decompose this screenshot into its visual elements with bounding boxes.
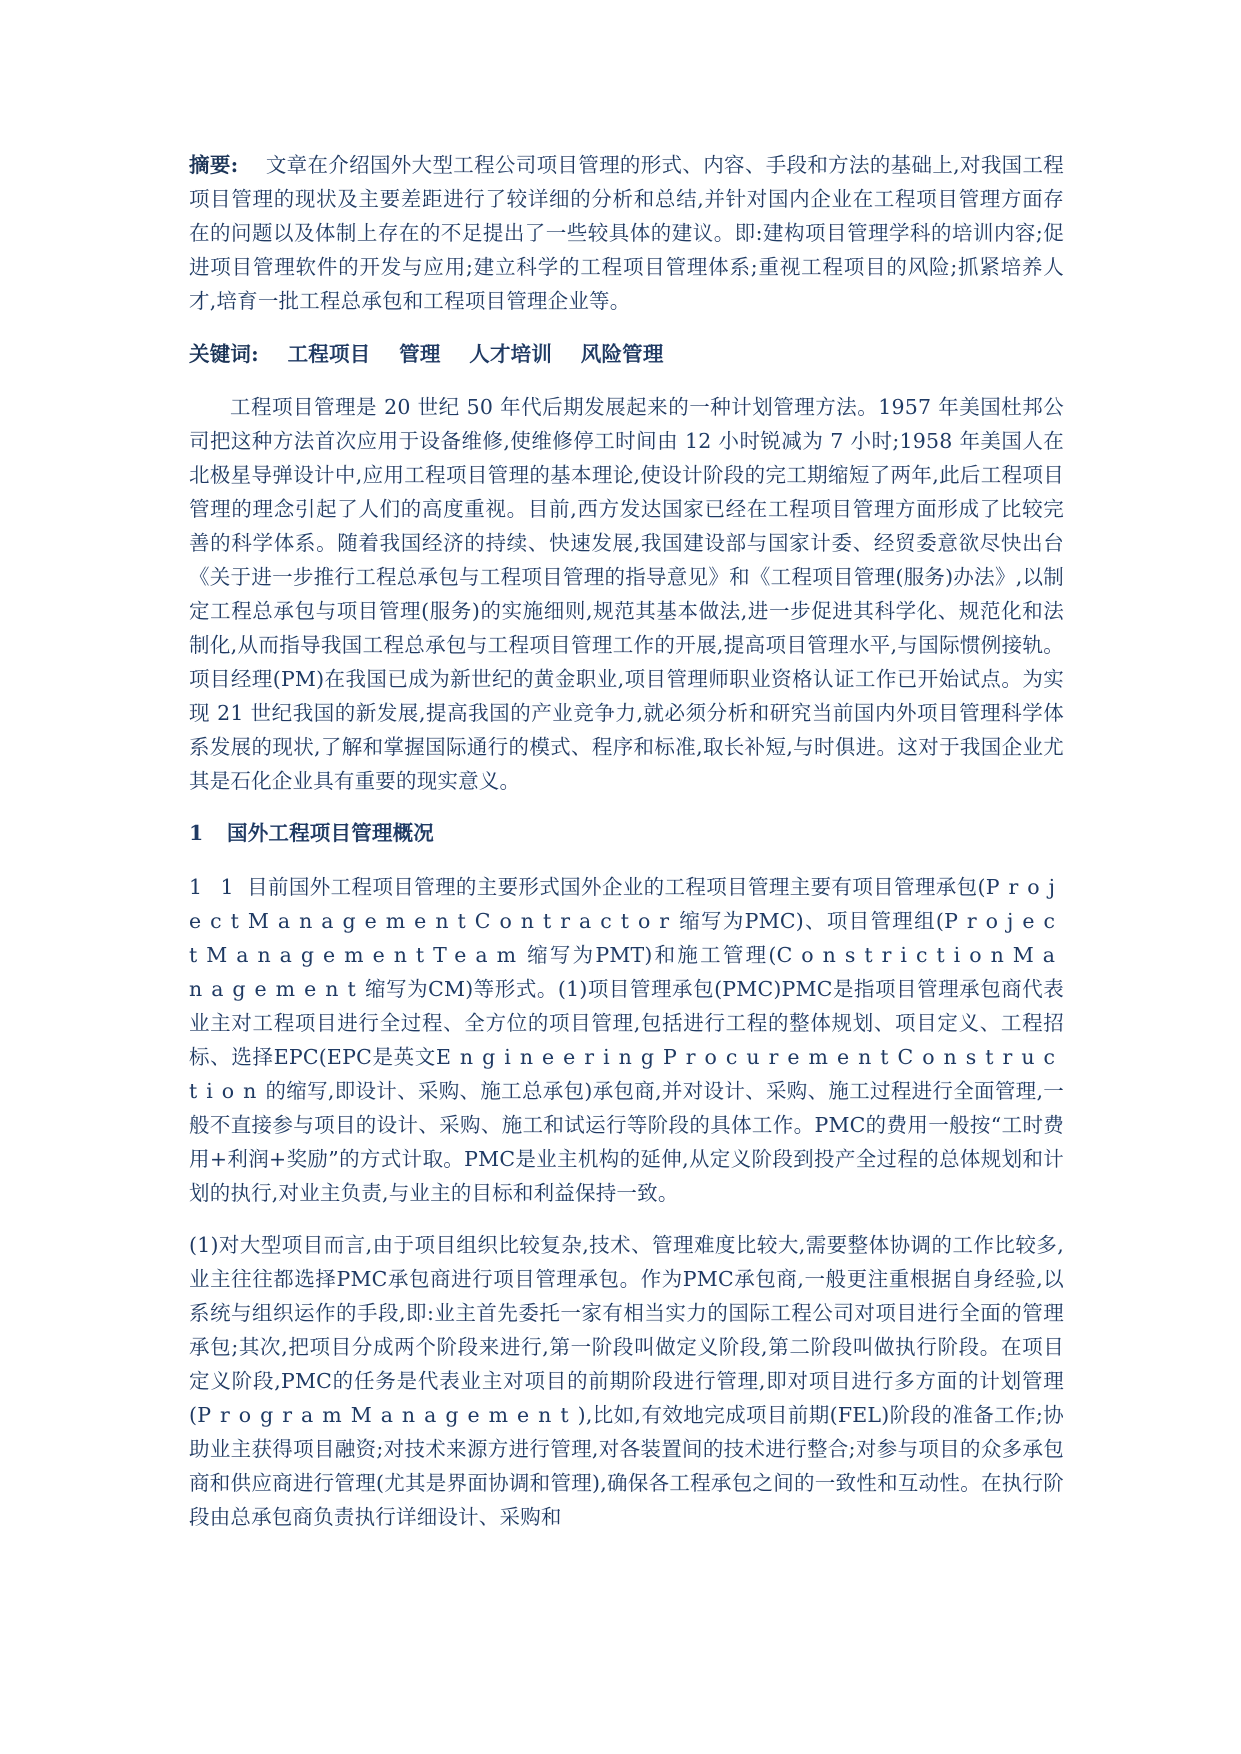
abstract-label: 摘要:	[189, 153, 239, 177]
abstract-paragraph	[189, 148, 1064, 318]
keyword-item: 管理	[399, 342, 441, 366]
subsection-text: 缩写为PMT)和施工管理(	[525, 943, 777, 967]
subsection-number: 1 1	[189, 875, 240, 899]
pmc-text: (1)对大型项目而言,由于项目组织比较复杂,技术、管理难度比较大,需要整体协调的工作比较多,业主往往都选择PMC承包商进行项目管理承包。作为PMC承包商,一般更注重根据自身经验,以系统与组织运作的手段,即:业主首先委托一家有相当实力的国际工程公司对项目进行全面的管理承包;其次,把项目分成两个阶段来进行,第一阶段叫做定义阶段,第二阶段叫做执行阶段。在项目定义阶段,PMC的任务是代表业主对项目的前期阶段进行管理,即对项目进行多方面的计划管理(	[189, 1233, 1064, 1427]
keyword-item: 人才培训	[469, 342, 553, 366]
intro-paragraph: 工程项目管理是 20 世纪 50 年代后期发展起来的一种计划管理方法。1957 年美国杜邦公司把这种方法首次应用于设备维修,使维修停工时间由 12 小时锐减为 7 小时;1958 年美国人在北极星导弹设计中,应用工程项目管理的基本理论,使设计阶段的完工期缩短了两年,此后工程项目管理的理念引起了人们的高度重视。目前,西方发达国家已经在工程项目管理方面形成了比较完善的科学体系。随着我国经济的持续、快速发展,我国建设部与国家计委、经贸委意欲尽快出台《关于进一步推行工程总承包与工程项目管理的指导意见》和《工程项目管理(服务)办法》,以制定工程总承包与项目管理(服务)的实施细则,规范其基本做法,进一步促进其科学化、规范化和法制化,从而指导我国工程总承包与工程项目管理工作的开展,提高项目管理水平,与国际惯例接轨。项目经理(PM)在我国已成为新世纪的黄金职业,项目管理师职业资格认证工作已开始试点。为实现 21 世纪我国的新发展,提高我国的产业竞争力,就必须分析和研究当前国内外项目管理科学体系发展的现状,了解和掌握国际通行的模式、程序和标准,取长补短,与时俱进。这对于我国企业尤其是石化企业具有重要的现实意义。	[189, 395, 1064, 793]
keywords-label: 关键词:	[189, 342, 259, 366]
term-program-management: ProgramManagement	[197, 1403, 578, 1427]
section-number: 1	[189, 821, 204, 845]
abstract-text: 文章在介绍国外大型工程公司项目管理的形式、内容、手段和方法的基础上,对我国工程项目管理的现状及主要差距进行了较详细的分析和总结,并针对国内企业在工程项目管理方面存在的问题以及体制上存在的不足提出了一些较具体的建议。即:建构项目管理学科的培训内容;促进项目管理软件的开发与应用;建立科学的工程项目管理体系;重视工程项目的风险;抓紧培养人才,培育一批工程总承包和工程项目管理企业等。	[189, 153, 1064, 313]
subsection-text: 的缩写,即设计、采购、施工总承包)承包商,并对设计、采购、施工过程进行全面管理,一般不直接参与项目的设计、采购、施工和试运行等阶段的具体工作。PMC的费用一般按“工时费用+利润+奖励”的方式计取。PMC是业主机构的延伸,从定义阶段到投产全过程的总体规划和计划的执行,对业主负责,与业主的目标和利益保持一致。	[189, 1079, 1065, 1205]
term-pmc: ProjectManagementContractor	[189, 875, 1064, 933]
document-body	[189, 148, 1064, 1534]
keyword-item: 风险管理	[580, 342, 664, 366]
section-heading	[189, 816, 1064, 850]
subsection-text: 目前国外工程项目管理的主要形式国外企业的工程项目管理主要有项目管理承包(	[247, 875, 986, 899]
pmc-paragraph	[189, 1228, 1064, 1534]
subsection-text: 缩写为CM)等形式。(1)项目管理承包(PMC)PMC是指项目管理承包商代表业主对工程项目进行全过程、全方位的项目管理,包括进行工程的整体规划、项目定义、工程招标、选择EPC(EPC是英文	[189, 977, 1064, 1069]
subsection-paragraph	[189, 870, 1064, 1210]
subsection-text: 缩写为PMC)、项目管理组(	[678, 909, 945, 933]
keywords-line	[189, 337, 1064, 371]
term-cm: ConstrictionManagement	[189, 943, 1064, 1001]
term-epc: EngineeringProcurementConstruction	[189, 1045, 1064, 1103]
section-title: 国外工程项目管理概况	[227, 821, 434, 845]
term-pmt: ProjectManagementTeam	[189, 909, 1064, 967]
keyword-item: 工程项目	[287, 342, 371, 366]
pmc-text: ),比如,有效地完成项目前期(FEL)阶段的准备工作;协助业主获得项目融资;对技术来源方进行管理,对各装置间的技术进行整合;对参与项目的众多承包商和供应商进行管理(尤其是界面协调和管理),确保各工程承包之间的一致性和互动性。在执行阶段由总承包商负责执行详细设计、采购和	[189, 1403, 1064, 1529]
